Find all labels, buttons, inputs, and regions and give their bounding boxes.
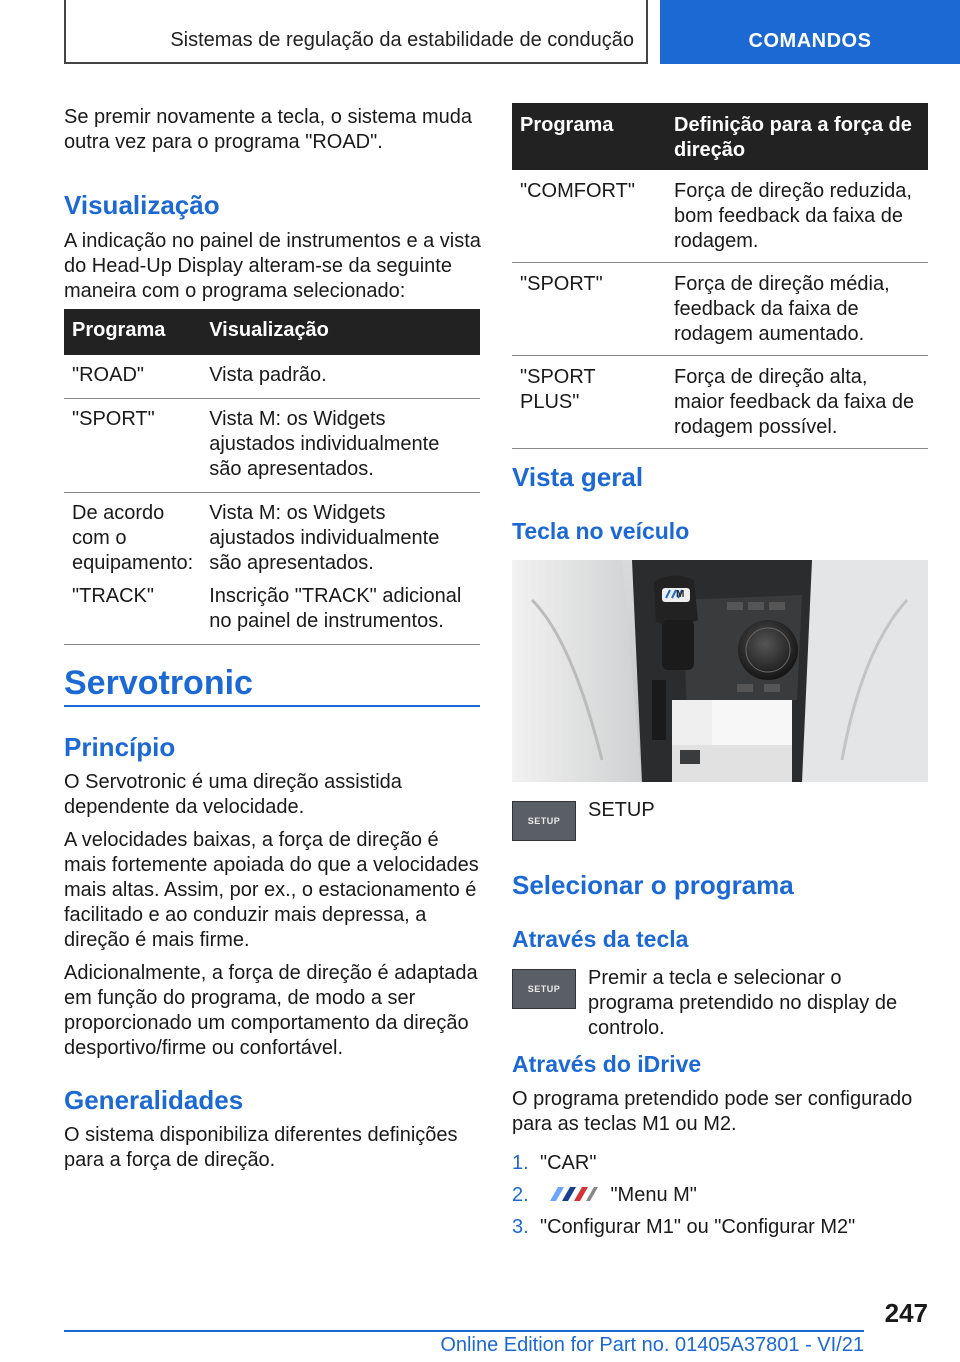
- table-row: [64, 493, 480, 581]
- direcao-table: [512, 103, 928, 449]
- heading-generalidades: Generalidades: [64, 1085, 244, 1115]
- table-row: [512, 170, 928, 263]
- atraves-tecla-text: Premir a tecla e selecionar o programa pretendido no display de controlo.: [588, 967, 898, 1039]
- table-row: [64, 355, 480, 399]
- heading-atraves-idrive: Através do iDrive: [512, 1051, 702, 1077]
- heading-vista-geral: Vista geral: [512, 462, 644, 492]
- table-row: [512, 263, 928, 356]
- setup-button-icon: SETUP: [512, 801, 576, 841]
- heading-visualizacao: Visualização: [64, 190, 220, 220]
- table-header-cell: Visualização: [201, 309, 480, 355]
- page-number: 247: [884, 1298, 928, 1328]
- table-cell: "SPORT PLUS": [520, 366, 596, 413]
- table-cell: "SPORT": [520, 273, 603, 295]
- table-cell: De acordo com o equipamento:: [72, 502, 194, 574]
- table-row: [512, 356, 928, 449]
- header-title: Sistemas de regulação da estabilidade de condução: [170, 29, 634, 51]
- principio-paragraph-3: Adicionalmente, a força de direção é adaptada em função do programa, de modo a ser proporcionado um comportamento da direção desportivo/firme ou confortável.: [64, 962, 478, 1059]
- list-item: [512, 1183, 697, 1208]
- step-text: "Menu M": [610, 1184, 697, 1206]
- table-cell: "SPORT": [72, 408, 155, 430]
- list-item: [512, 1151, 596, 1176]
- table-cell: "ROAD": [72, 364, 144, 386]
- heading-selecionar-programa: Selecionar o programa: [512, 870, 794, 900]
- center-console-photo: [512, 560, 928, 782]
- table-cell: Vista M: os Widgets ajustados individualmente são apresentados.: [209, 408, 440, 480]
- step-text: "Configurar M1" ou "Configurar M2": [540, 1216, 856, 1238]
- table-cell: Força de direção média, feedback da faixa de rodagem aumentado.: [674, 273, 890, 345]
- generalidades-text: O sistema disponibiliza diferentes definições para a força de direção.: [64, 1124, 458, 1171]
- section-divider: [64, 705, 480, 707]
- principio-paragraph-2: A velocidades baixas, a força de direção é mais fortemente apoiada do que a velocidades mais altas. Assim, por ex., o estacionamento é facilitado e ao conduzir mais depressa, a direção é mais firme.: [64, 829, 479, 951]
- step-text: "CAR": [540, 1152, 597, 1174]
- table-cell: Vista M: os Widgets ajustados individualmente são apresentados.: [209, 502, 440, 574]
- step-number: 2.: [512, 1184, 529, 1206]
- table-row: [64, 399, 480, 493]
- table-header-cell: Programa: [64, 309, 201, 355]
- table-cell: Força de direção reduzida, bom feedback da faixa de rodagem.: [674, 180, 912, 252]
- table-header-cell: Definição para a força de direção: [666, 103, 928, 170]
- step-number: 1.: [512, 1152, 529, 1174]
- step-number: 3.: [512, 1216, 529, 1238]
- table-header-row: [64, 309, 480, 355]
- table-header-cell: Programa: [512, 103, 666, 170]
- m-menu-icon: [544, 1185, 600, 1203]
- footer-divider: [64, 1330, 864, 1332]
- heading-tecla-no-veiculo: Tecla no veículo: [512, 518, 690, 544]
- table-row: [64, 580, 480, 645]
- table-cell: Vista padrão.: [209, 364, 327, 386]
- table-cell: "COMFORT": [520, 180, 635, 202]
- intro-paragraph: Se premir novamente a tecla, o sistema muda outra vez para o programa "ROAD".: [64, 106, 472, 153]
- setup-label: SETUP: [588, 799, 655, 821]
- visualizacao-text: A indicação no painel de instrumentos e a vista do Head-Up Display alteram-se da seguinte maneira com o programa selecionado:: [64, 230, 481, 302]
- setup-button-icon: SETUP: [512, 969, 576, 1009]
- table-cell: Inscrição "TRACK" adicional no painel de instrumentos.: [209, 585, 462, 632]
- list-item: [512, 1215, 855, 1240]
- table-header-row: [512, 103, 928, 170]
- heading-atraves-tecla: Através da tecla: [512, 926, 689, 952]
- heading-principio: Princípio: [64, 732, 176, 762]
- table-cell: Força de direção alta, maior feedback da faixa de rodagem possível.: [674, 366, 915, 438]
- visualizacao-table: [64, 309, 480, 645]
- gear-selector-badge: M: [676, 589, 685, 600]
- atraves-idrive-text: O programa pretendido pode ser configurado para as teclas M1 ou M2.: [512, 1088, 913, 1135]
- section-tab[interactable]: COMANDOS: [660, 0, 960, 64]
- table-cell: "TRACK": [72, 585, 154, 607]
- principio-paragraph-1: O Servotronic é uma direção assistida dependente da velocidade.: [64, 771, 402, 818]
- footer-edition: Online Edition for Part no. 01405A37801 - VI/21: [440, 1334, 864, 1356]
- heading-servotronic: Servotronic: [64, 664, 253, 702]
